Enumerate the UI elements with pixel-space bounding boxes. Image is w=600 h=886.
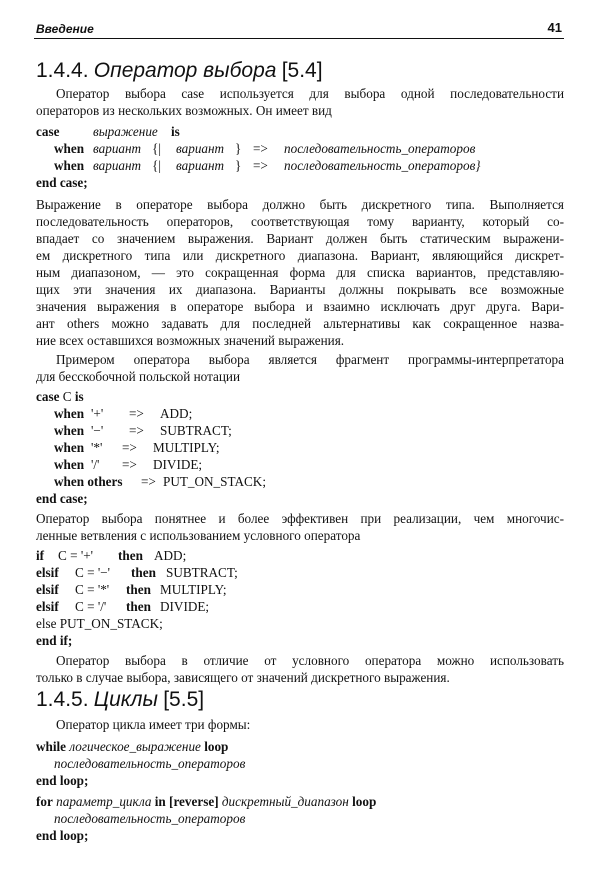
syntax-alt: {|	[152, 158, 161, 173]
keyword: for	[36, 794, 53, 809]
code-line: else PUT_ON_STACK;	[36, 616, 163, 631]
text-line: Оператор цикла имеет три формы:	[56, 717, 251, 732]
code-arrow: =>	[129, 423, 144, 438]
code-arrow: =>	[141, 474, 156, 489]
keyword: end case;	[36, 175, 88, 190]
keyword: when	[54, 141, 85, 156]
code-action: MULTIPLY;	[153, 440, 220, 455]
code-cond: C = '*'	[75, 582, 110, 597]
code-line	[36, 738, 228, 755]
text-line: впадает со значением выражения. Вариант должен быть статическим выражени-	[36, 231, 564, 246]
code-body: последовательность_операторов	[54, 756, 246, 771]
page-number: 41	[547, 20, 562, 35]
keyword: in	[154, 794, 166, 809]
keyword: is	[74, 389, 84, 404]
keyword: then	[126, 599, 151, 614]
keyword: then	[131, 565, 156, 580]
code-range: дискретный_диапазон	[221, 794, 349, 809]
text-line: Оператор выбора понятнее и более эффективен при реализации, чем многочис-	[36, 511, 564, 526]
code-arrow: =>	[122, 457, 137, 472]
code-value: '/'	[91, 457, 100, 472]
code-line	[36, 388, 84, 405]
keyword: when	[54, 457, 85, 472]
code-action: MULTIPLY;	[160, 582, 227, 597]
keyword: case	[36, 124, 60, 139]
code-value: '*'	[91, 440, 103, 455]
section-heading-1-4-4	[36, 58, 323, 83]
keyword: is	[171, 124, 180, 139]
syntax-close: }	[235, 158, 242, 173]
text-line: ным диапазоном, — это сокращенная форма для списка вариантов, представляю-	[36, 265, 564, 280]
running-header-section: Введение	[36, 22, 94, 36]
text-line: только в случае выбора, зависящего от значений дискретного выражения.	[36, 670, 450, 685]
keyword: when	[54, 158, 85, 173]
section-title: Оператор выбора	[93, 59, 277, 82]
code-param: параметр_цикла	[56, 794, 152, 809]
syntax-alt: {|	[152, 141, 161, 156]
keyword: when	[54, 406, 85, 421]
keyword: then	[118, 548, 143, 563]
keyword: [reverse]	[169, 794, 219, 809]
section-number: 1.4.5.	[36, 688, 89, 711]
code-cond: C = '+'	[58, 548, 94, 563]
text-line: для бесскобочной польской нотации	[36, 369, 241, 384]
text-line: значения выражения в операторе выбора и взаимно исключать друг друга. Вари-	[36, 299, 564, 314]
section-title: Циклы	[93, 688, 158, 711]
keyword: end loop;	[36, 828, 89, 843]
code-cond: логическое_выражение	[69, 739, 201, 754]
text-line: Оператор выбора в отличие от условного оператора можно использовать	[56, 653, 564, 668]
syntax-variant: вариант	[93, 141, 142, 156]
syntax-arrow: =>	[253, 158, 268, 173]
syntax-expr: выражение	[93, 124, 158, 139]
keyword: end case;	[36, 491, 88, 506]
section-ref: [5.5]	[163, 688, 205, 711]
text-line: Примером оператора выбора является фрагмент программы-интерпретатора	[56, 352, 564, 367]
syntax-line	[36, 123, 59, 140]
keyword: loop	[204, 739, 229, 754]
keyword: end if;	[36, 633, 73, 648]
code-action: ADD;	[160, 406, 193, 421]
syntax-variant: вариант	[176, 141, 225, 156]
text-line: ем дискретного типа или дискретного диапазона. Вариант, являющийся дискрет-	[36, 248, 564, 263]
keyword: elsif	[36, 599, 59, 614]
code-arrow: =>	[122, 440, 137, 455]
code-action: SUBTRACT;	[166, 565, 238, 580]
header-rule	[34, 38, 564, 39]
text-line: ние всех оставшихся возможных значений выражения.	[36, 333, 345, 348]
code-arrow: =>	[129, 406, 144, 421]
keyword: when	[54, 440, 85, 455]
text-line: щих эти значения их диапазона. Варианты должны покрывать все возможные	[36, 282, 564, 297]
keyword: then	[126, 582, 151, 597]
text-line: ант others можно задавать для последней альтернативы как сокращенное назва-	[36, 316, 564, 331]
code-action: DIVIDE;	[153, 457, 203, 472]
syntax-variant: вариант	[93, 158, 142, 173]
keyword: if	[36, 548, 45, 563]
code-action: ADD;	[154, 548, 187, 563]
code-var: C	[62, 389, 72, 404]
code-action: SUBTRACT;	[160, 423, 232, 438]
keyword: while	[36, 739, 67, 754]
keyword: elsif	[36, 565, 59, 580]
code-action: PUT_ON_STACK;	[163, 474, 266, 489]
text-line: операторов из нескольких возможных. Он имеет вид	[36, 103, 332, 118]
keyword: loop	[352, 794, 377, 809]
code-cond: C = '/'	[75, 599, 107, 614]
code-body: последовательность_операторов	[54, 811, 246, 826]
code-cond: C = '−'	[75, 565, 111, 580]
section-heading-1-4-5	[36, 687, 204, 712]
syntax-close: }	[235, 141, 242, 156]
keyword: end loop;	[36, 773, 89, 788]
code-action: DIVIDE;	[160, 599, 210, 614]
text-line: последовательность операторов, соответствующая тому варианту, который со-	[36, 214, 564, 229]
keyword: case	[36, 389, 60, 404]
section-number: 1.4.4.	[36, 59, 89, 82]
syntax-stmts: последовательность_операторов	[284, 141, 476, 156]
text-line: Выражение в операторе выбора должно быть дискретного типа. Выполняется	[36, 197, 564, 212]
keyword: elsif	[36, 582, 59, 597]
code-value: '+'	[91, 406, 104, 421]
code-value: '−'	[91, 423, 104, 438]
syntax-stmts: последовательность_операторов}	[284, 158, 481, 173]
text-line: ленные ветвления с использованием условного оператора	[36, 528, 361, 543]
section-ref: [5.4]	[281, 59, 323, 82]
syntax-arrow: =>	[253, 141, 268, 156]
code-line	[36, 793, 376, 810]
keyword: when others	[54, 474, 123, 489]
syntax-variant: вариант	[176, 158, 225, 173]
text-line: Оператор выбора case используется для выбора одной последовательности	[56, 86, 564, 101]
keyword: when	[54, 423, 85, 438]
